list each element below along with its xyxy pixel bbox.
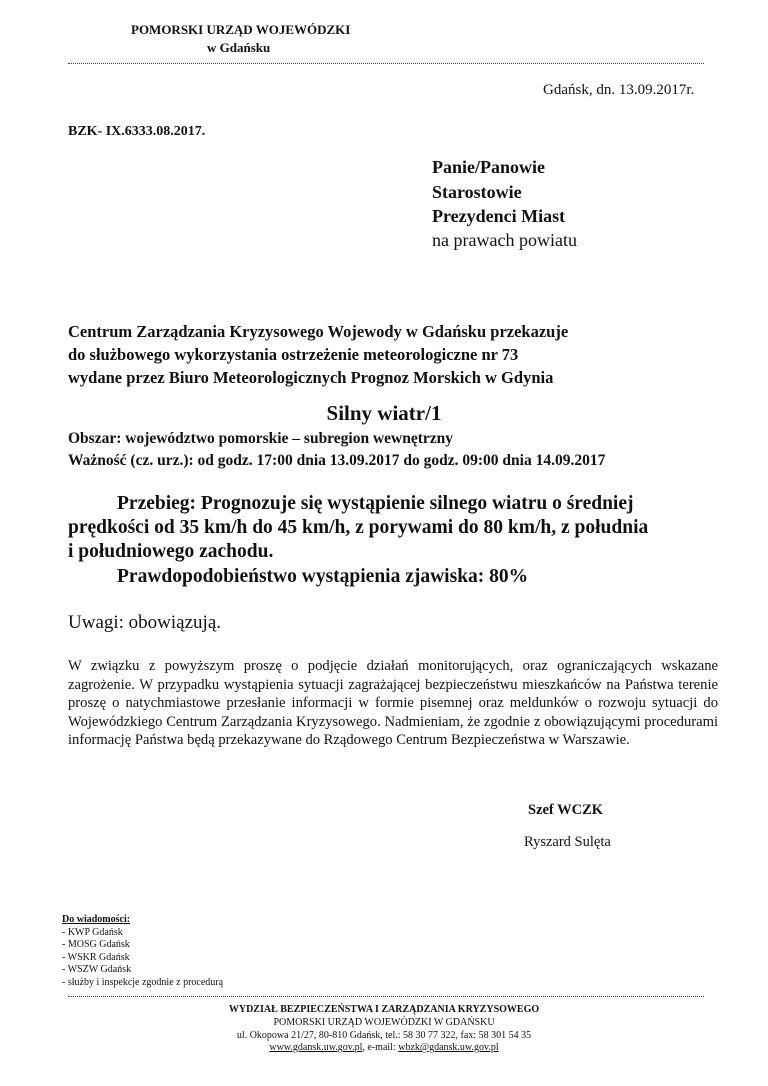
footer-email-label: , e-mail:: [362, 1042, 399, 1053]
header-organization: POMORSKI URZĄD WOJEWÓDZKI: [131, 22, 351, 37]
cc-heading: Do wiadomości:: [62, 914, 131, 925]
intro-line-2: do służbowego wykorzystania ostrzeżenie meteorologiczne nr 73: [68, 345, 519, 364]
document-date: Gdańsk, dn. 13.09.2017r.: [543, 82, 695, 98]
intro-line-3: wydane przez Biuro Meteorologicznych Prognoz Morskich w Gdynia: [68, 368, 554, 387]
cc-item: - służby i inspekcje zgodnie z procedurą: [62, 976, 224, 988]
signature-title: Szef WCZK: [528, 802, 604, 818]
footer-email-link[interactable]: wbzk@gdansk.uw.gov.pl: [398, 1042, 499, 1053]
warning-course-line-2: prędkości od 35 km/h do 45 km/h, z porywami do 80 km/h, z południa: [68, 517, 649, 538]
cc-item: - WSZW Gdańsk: [62, 964, 132, 976]
cc-item: - WSKR Gdańsk: [62, 951, 130, 963]
footer-office: POMORSKI URZĄD WOJEWÓDZKI W GDAŃSKU: [273, 1017, 495, 1028]
header-city: w Gdańsku: [207, 40, 271, 55]
body-paragraph: W związku z powyższym proszę o podjęcie działań monitorujących, oraz ograniczających wskazane zagrożenie. W przypadku wystąpienia sytuacji zagrażającej bezpieczeństwu mieszkańców na Państwa terenie proszę o natychmiastowe przesłanie informacji w formie pisemnej oraz meldunków o rozwoju sytuacji do Wojewódzkiego Centrum Zarządzania Kryzysowego. Nadmieniam, że zgodnie z obowiązującymi procedurami informację Państwa będą przekazywane do Rządowego Centrum Bezpieczeństwa w Warszawie.: [68, 658, 718, 748]
warning-validity: Ważność (cz. urz.): od godz. 17:00 dnia 13.09.2017 do godz. 09:00 dnia 14.09.2017: [68, 452, 606, 469]
warning-probability: Prawdopodobieństwo wystąpienia zjawiska: 80%: [117, 566, 529, 587]
footer-address: ul. Okopowa 21/27, 80-810 Gdańsk, tel.: 58 30 77 322, fax: 58 301 54 35: [236, 1030, 532, 1041]
addressee-line-4: na prawach powiatu: [432, 230, 577, 250]
cc-item: - KWP Gdańsk: [62, 926, 123, 938]
cc-item: - MOSG Gdańsk: [62, 939, 130, 951]
footer-website-link[interactable]: www.gdansk.uw.gov.pl: [269, 1042, 363, 1053]
warning-course-line-3: i południowego zachodu.: [68, 541, 274, 562]
addressee-line-1: Panie/Panowie: [432, 157, 545, 177]
warning-title: Silny wiatr/1: [326, 401, 442, 425]
notes: Uwagi: obowiązują.: [68, 612, 222, 633]
intro-line-1: Centrum Zarządzania Kryzysowego Wojewody w Gdańsku przekazuje: [68, 322, 569, 341]
warning-area: Obszar: województwo pomorskie – subregion wewnętrzny: [68, 430, 454, 447]
header-divider: [68, 63, 704, 64]
addressee-line-3: Prezydenci Miast: [432, 206, 566, 226]
warning-course-line-1: Przebieg: Prognozuje się wystąpienie silnego wiatru o średniej: [117, 493, 634, 514]
footer-divider: [68, 996, 704, 997]
footer-department: WYDZIAŁ BEZPIECZEŃSTWA I ZARZĄDZANIA KRYZYSOWEGO: [228, 1004, 540, 1015]
footer-contacts: [0, 1042, 768, 1053]
addressee-line-2: Starostowie: [432, 182, 522, 202]
signature-name: Ryszard Sulęta: [524, 834, 611, 850]
reference-number: BZK- IX.6333.08.2017.: [68, 124, 206, 139]
cc-list: [62, 914, 223, 990]
